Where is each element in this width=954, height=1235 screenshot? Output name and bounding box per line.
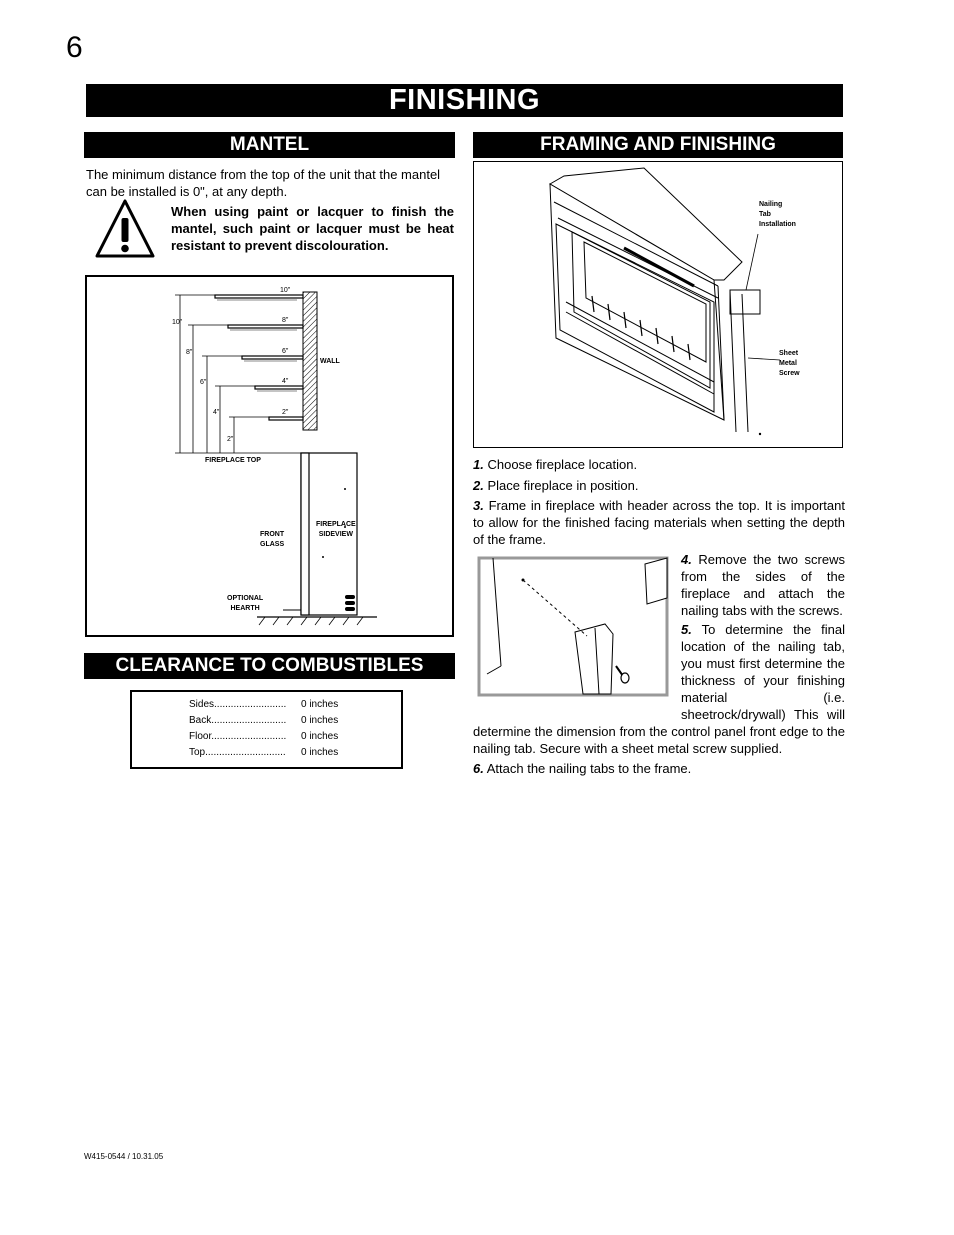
- step-text: Place fireplace in position.: [487, 478, 639, 493]
- clearance-value: 0 inches: [301, 731, 339, 742]
- step-number: 1.: [473, 457, 484, 472]
- hearth-label-line: HEARTH: [230, 605, 260, 612]
- height-label: 8": [186, 349, 193, 356]
- fireplace-top-label: FIREPLACE TOP: [205, 457, 261, 464]
- sideview-label: [316, 520, 356, 540]
- page-title: FINISHING: [86, 84, 843, 117]
- step-6: [473, 760, 845, 777]
- step-4: [681, 551, 845, 619]
- front-glass-label: [260, 530, 284, 550]
- depth-label: 6": [282, 348, 289, 355]
- clearance-label: Top.............................: [189, 747, 286, 758]
- step-3: [473, 497, 845, 548]
- step-number: 3.: [473, 498, 484, 513]
- front-glass-label-line: GLASS: [260, 541, 285, 548]
- step-text: Attach the nailing tabs to the frame.: [486, 761, 692, 776]
- clearance-value: 0 inches: [301, 715, 339, 726]
- document-code: W415-0544 / 10.31.05: [84, 1152, 164, 1161]
- depth-label: 2": [282, 409, 289, 416]
- height-label: 6": [200, 379, 207, 386]
- clearance-row: [189, 697, 401, 713]
- clearance-value: 0 inches: [301, 699, 339, 710]
- clearance-row: [189, 729, 401, 745]
- warning-icon: [94, 198, 156, 260]
- framing-diagram: [473, 161, 843, 448]
- sideview-label-line: SIDEVIEW: [318, 531, 353, 538]
- clearance-label: Floor...........................: [189, 731, 287, 742]
- step-1: [473, 456, 845, 473]
- step-text: Remove the two screws from the sides of the fireplace and attach the nailing tabs with the screws.: [681, 552, 845, 618]
- clearance-row: [189, 745, 401, 761]
- clearance-heading: CLEARANCE TO COMBUSTIBLES: [84, 653, 455, 679]
- clearance-table: [130, 690, 403, 769]
- sheet-metal-screw-label: [779, 349, 800, 379]
- mantel-heading: MANTEL: [84, 132, 455, 158]
- mantel-diagram-drawing: [87, 277, 452, 635]
- nailing-tab-label: [759, 200, 796, 230]
- depth-label: 10": [280, 287, 291, 294]
- front-glass-label-line: FRONT: [260, 531, 285, 538]
- figure-float-spacer: [473, 621, 681, 709]
- screw-label-line: Screw: [779, 370, 800, 377]
- nailing-tab-label-line: Installation: [759, 221, 796, 228]
- clearance-row: [189, 713, 401, 729]
- mantel-intro: The minimum distance from the top of the unit that the mantel can be installed is 0", at any depth.: [86, 167, 441, 199]
- step-text: Frame in fireplace with header across the top. It is important to allow for the finished facing materials when setting the depth of the frame.: [473, 498, 845, 547]
- hearth-label-line: OPTIONAL: [227, 595, 264, 602]
- nailing-tab-label-line: Nailing: [759, 201, 783, 208]
- page-number: 6: [66, 31, 83, 64]
- mantel-diagram: [85, 275, 454, 637]
- step-number: 4.: [681, 552, 692, 567]
- nailing-tab-label-line: Tab: [759, 211, 771, 218]
- step-number: 5.: [681, 622, 692, 637]
- step-5: [473, 621, 845, 757]
- depth-label: 8": [282, 317, 289, 324]
- framing-heading: FRAMING AND FINISHING: [473, 132, 843, 158]
- step-number: 2.: [473, 478, 484, 493]
- screw-label-line: Metal: [779, 360, 797, 367]
- height-label: 4": [213, 409, 220, 416]
- screw-label-line: Sheet: [779, 350, 799, 357]
- height-label: 2": [227, 436, 234, 443]
- height-label: 10": [172, 319, 183, 326]
- depth-label: 4": [282, 378, 289, 385]
- clearance-value: 0 inches: [301, 747, 339, 758]
- clearance-label: Back...........................: [189, 715, 287, 726]
- hearth-label: [227, 594, 263, 614]
- step-text: To determine the final location of the nailing tab, you must first determine the thickness of your finishing material (i.e. sheetrock/drywall) This will determine the dimension from the control panel front edge to the nailing tab. Secure with a sheet metal screw supplied.: [473, 622, 845, 756]
- step-text: Choose fireplace location.: [487, 457, 638, 472]
- wall-label: WALL: [320, 358, 340, 365]
- sideview-label-line: FIREPLACE: [316, 521, 356, 528]
- step-2: [473, 477, 845, 494]
- mantel-warning: When using paint or lacquer to finish the mantel, such paint or lacquer must be heat resistant to prevent discolouration.: [171, 204, 454, 253]
- clearance-label: Sides..........................: [189, 699, 287, 710]
- step-number: 6.: [473, 761, 484, 776]
